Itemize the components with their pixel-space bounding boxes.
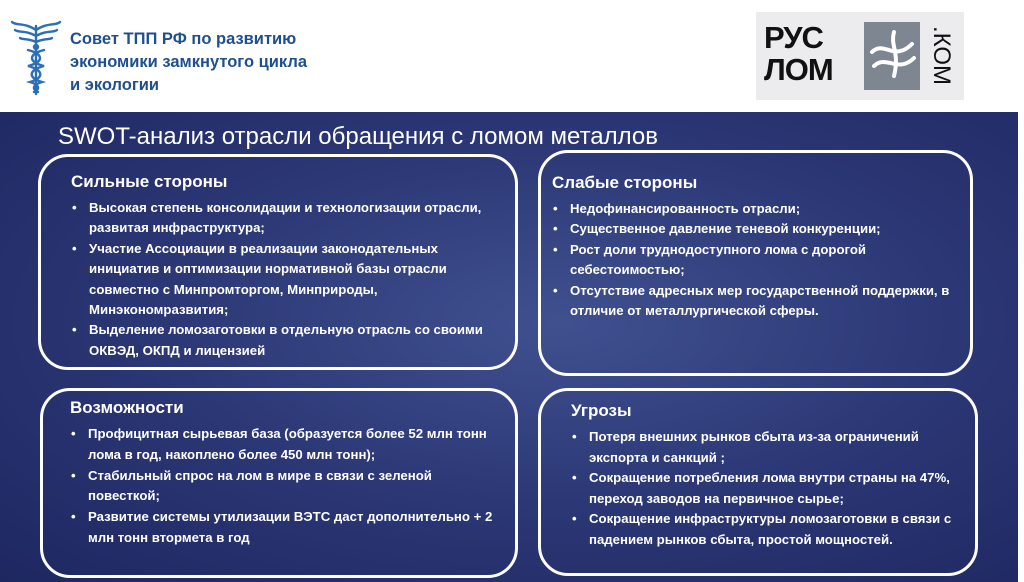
org-title [70,28,370,97]
list-item: • Участие Ассоциации в реализации законодательных инициатив и оптимизации нормативной базы отрасли совместно с Минпромторгом, Минприроды, Минэкономразвития; [71,239,501,321]
list-item: • Сокращение потребления лома внутри страны на 47%, переход заводов на первичное сырье; [571,468,965,509]
logo-wordmark [764,22,864,86]
list-item: • Отсутствие адресных мер государственной поддержки, в отличие от металлургической сферы. [552,281,958,322]
strengths-title: Сильные стороны [71,172,228,191]
weaknesses-box [538,150,973,376]
list-item: • Рост доли труднодоступного лома с дорогой себестоимостью; [552,240,958,281]
org-title-line: и экологии [70,76,160,94]
logo-line: РУС [764,20,823,55]
main-panel [0,112,1018,582]
strengths-box [38,154,518,370]
threats-list [571,427,965,551]
list-item: • Потеря внешних рынков сбыта из-за ограничений экспорта и санкций ; [571,427,965,468]
org-title-line: экономики замкнутого цикла [70,53,308,71]
list-item: • Стабильный спрос на лом в мире в связи с зеленой повесткой; [70,466,503,508]
header [0,0,1024,112]
list-item: • Сокращение инфраструктуры ломозаготовки в связи с падением рынков сбыта, простой мощностей. [571,509,965,550]
list-item: • Развитие системы утилизации ВЭТС даст дополнительно + 2 млн тонн втормета в год [70,507,503,549]
list-item: • Профицитная сырьевая база (образуется более 52 млн тонн лома в год, накоплено более 450 млн тонн); [70,424,503,466]
threats-box [538,388,978,576]
logo-line: ЛОМ [764,52,833,87]
list-item: • Высокая степень консолидации и технологизации отрасли, развитая инфраструктура; [71,198,501,239]
list-item: • Недофинансированность отрасли; [552,199,958,219]
caduceus-icon [10,18,62,96]
slide-title: SWOT-анализ отрасли обращения с ломом металлов [58,123,659,150]
list-item: • Выделение ломозаготовки в отдельную отрасль со своими ОКВЭД, ОКПД и лицензией [71,320,501,361]
weaknesses-list [552,199,958,321]
list-item: • Существенное давление теневой конкуренции; [552,219,958,239]
weaknesses-title: Слабые стороны [552,173,698,192]
opportunities-box [40,388,518,578]
org-title-line: Совет ТПП РФ по развитию [70,30,297,48]
strengths-list [71,198,501,361]
logo-suffix: .КОМ [928,26,955,86]
opportunities-list [70,424,503,549]
bird-mark-icon [864,22,920,90]
threats-title: Угрозы [571,401,632,420]
opportunities-title: Возможности [70,398,184,417]
ruslom-logo [756,12,964,100]
